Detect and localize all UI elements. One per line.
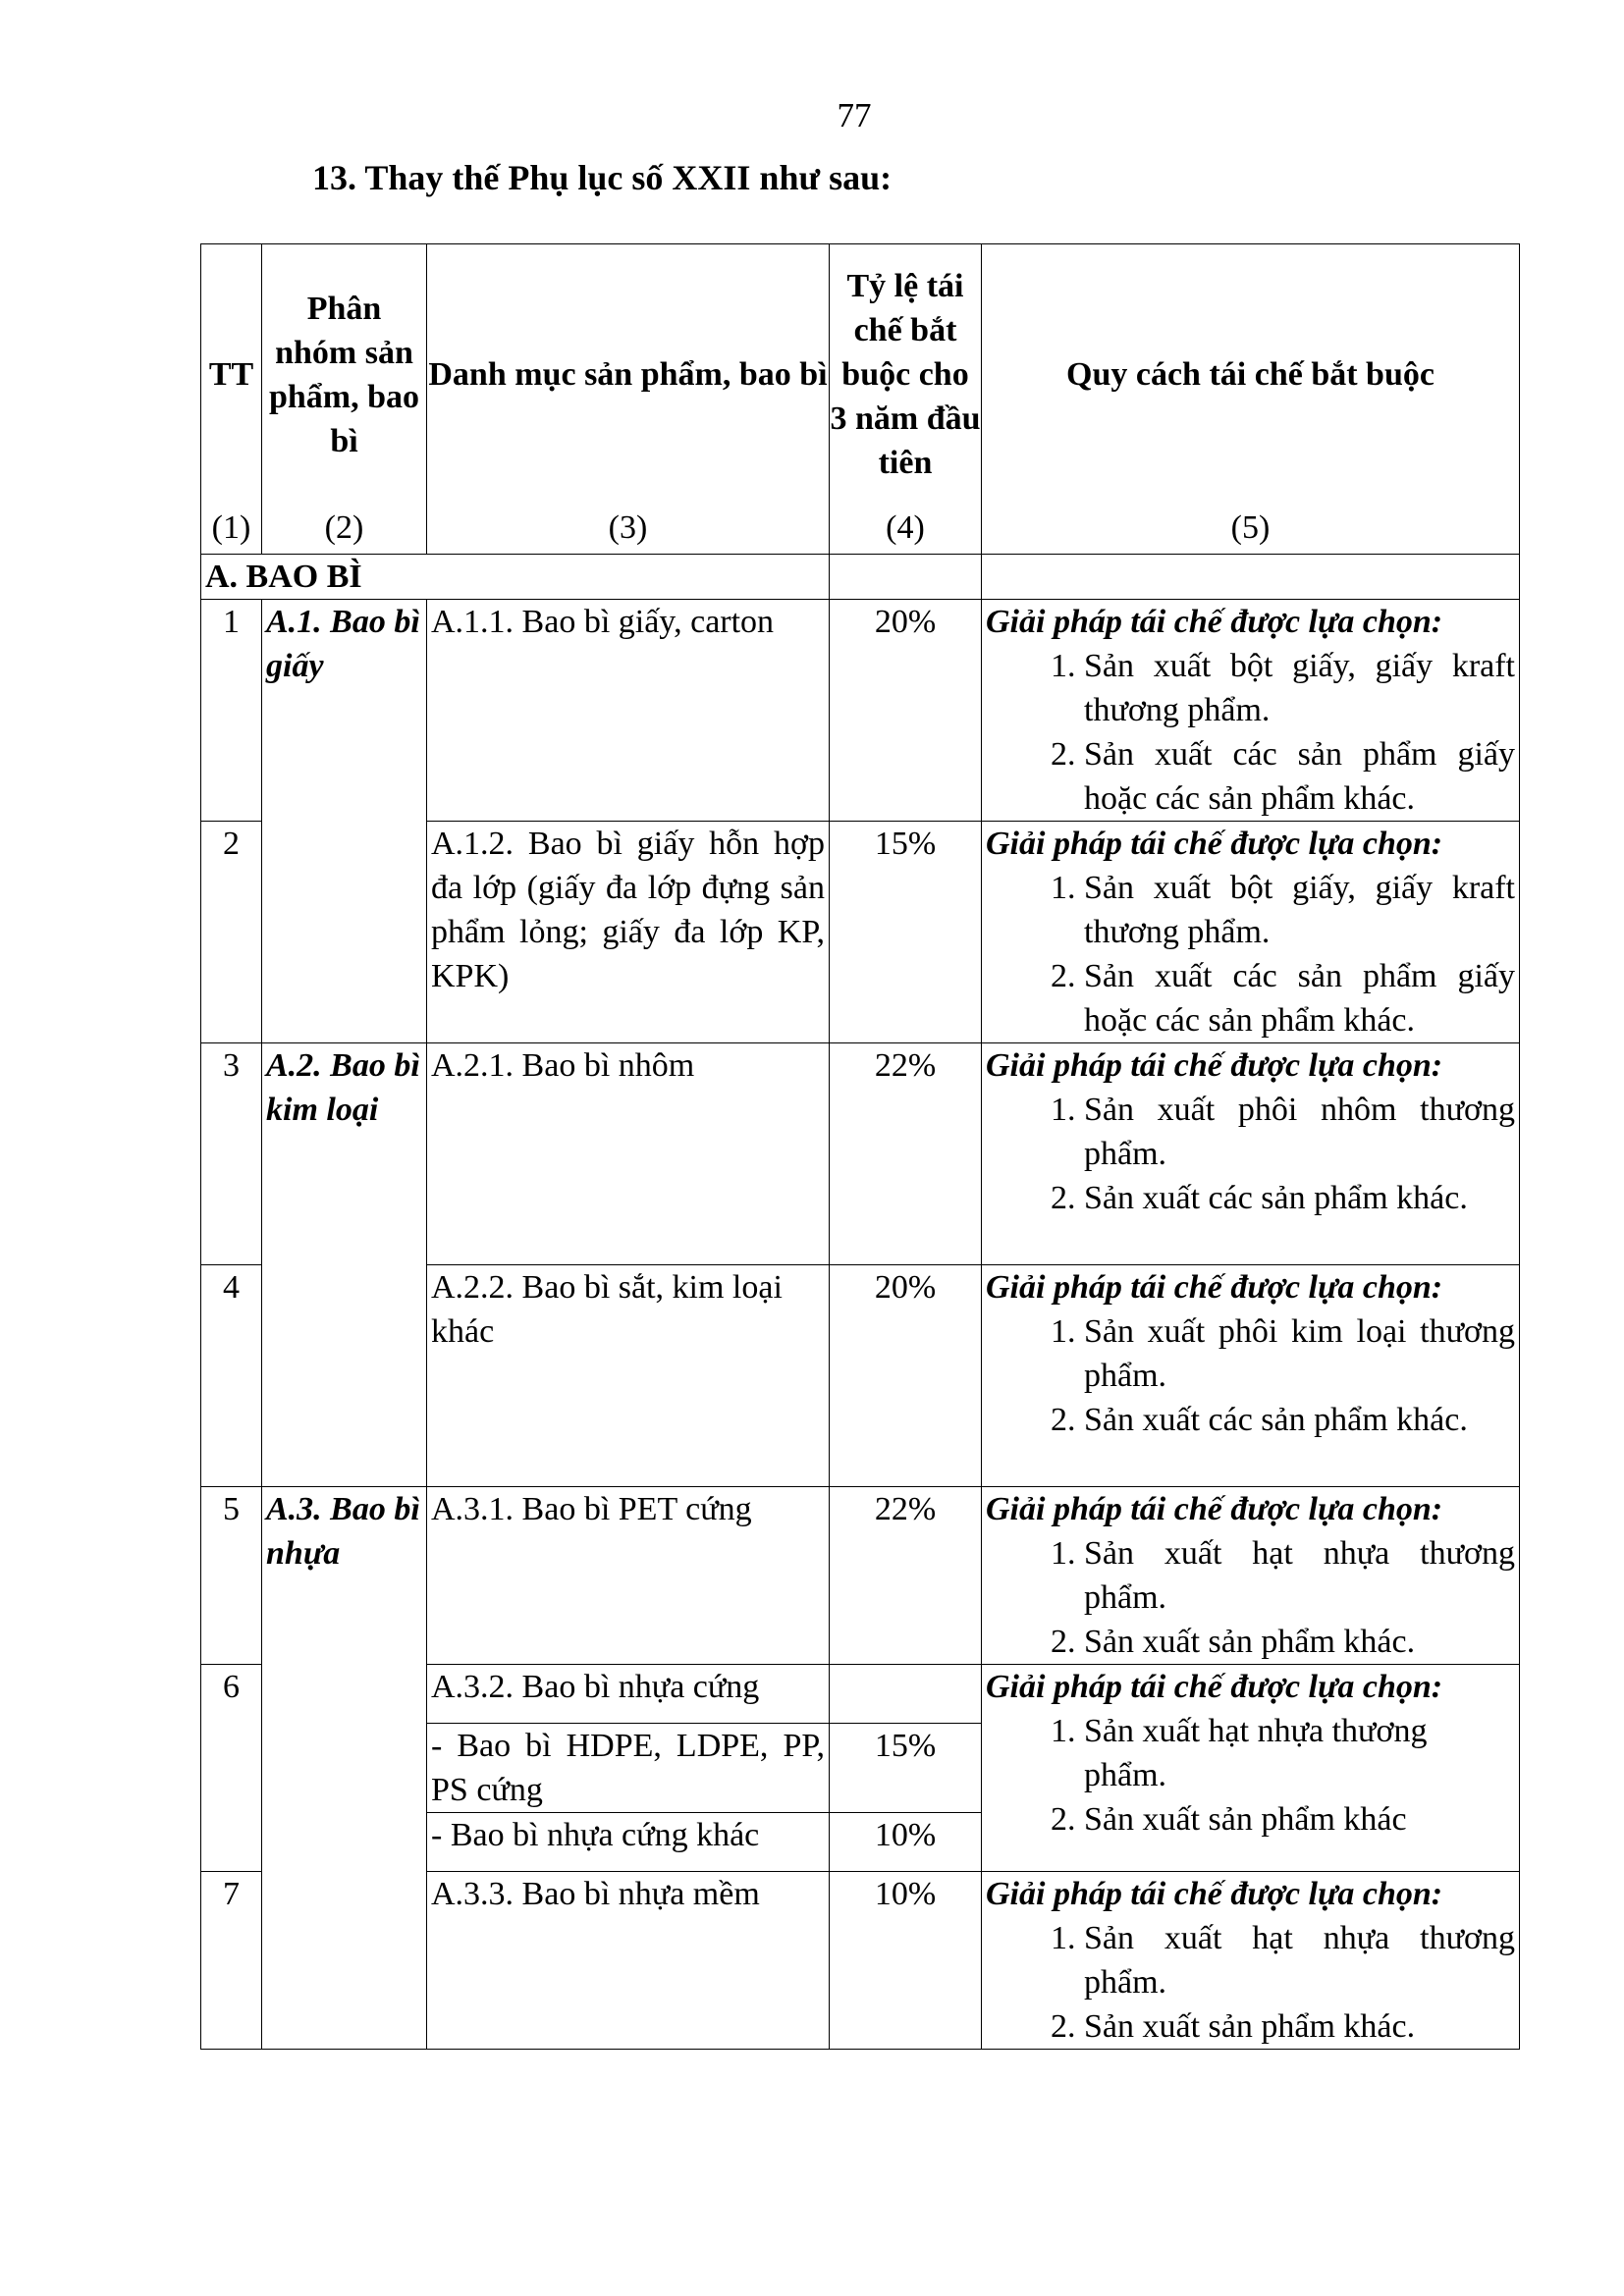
spec-title: Giải pháp tái chế được lựa chọn: bbox=[986, 1669, 1443, 1705]
recycle-rate: 22% bbox=[830, 1043, 982, 1265]
row-number: 2 bbox=[201, 822, 262, 1043]
option-item: 1. Sản xuất phôi nhôm thương phẩm. bbox=[1084, 1088, 1515, 1176]
spec-title: Giải pháp tái chế được lựa chọn: bbox=[986, 1047, 1443, 1084]
section-row bbox=[201, 555, 1520, 600]
item-name: A.3.1. Bao bì PET cứng bbox=[427, 1487, 830, 1665]
header-spec: Quy cách tái chế bắt buộc (5) bbox=[982, 244, 1520, 555]
row-number: 4 bbox=[201, 1265, 262, 1487]
spec-cell bbox=[982, 822, 1520, 1043]
row-number: 6 bbox=[201, 1665, 262, 1872]
spec-title: Giải pháp tái chế được lựa chọn: bbox=[986, 1491, 1443, 1527]
section-title: A. BAO BÌ bbox=[201, 555, 830, 600]
recycle-rate: 10% bbox=[830, 1813, 982, 1872]
recycling-table bbox=[200, 243, 1520, 2050]
option-item: 1. Sản xuất phôi kim loại thương phẩm. bbox=[1084, 1309, 1515, 1398]
option-item: 1. Sản xuất bột giấy, giấy kraft thương phẩm. bbox=[1084, 866, 1515, 954]
row-number: 5 bbox=[201, 1487, 262, 1665]
item-name: A.3.2. Bao bì nhựa cứng bbox=[427, 1665, 830, 1724]
section-heading: 13. Thay thế Phụ lục số XXII như sau: bbox=[312, 158, 893, 197]
group-label: A.2. Bao bì kim loại bbox=[262, 1043, 427, 1487]
spec-cell bbox=[982, 1265, 1520, 1487]
item-name: A.3.3. Bao bì nhựa mềm bbox=[427, 1872, 830, 2050]
header-rate: Tỷ lệ tái chế bắt buộc cho 3 năm đầu tiên (4) bbox=[830, 244, 982, 555]
page-number: 77 bbox=[837, 96, 872, 134]
option-item: 1. Sản xuất hạt nhựa thương phẩm. bbox=[1084, 1709, 1495, 1797]
option-item: 2. Sản xuất các sản phẩm giấy hoặc các sản phẩm khác. bbox=[1084, 732, 1515, 821]
sub-item-name: - Bao bì nhựa cứng khác bbox=[427, 1813, 830, 1872]
recycle-rate: 22% bbox=[830, 1487, 982, 1665]
recycle-rate: 20% bbox=[830, 1265, 982, 1487]
row-number: 1 bbox=[201, 600, 262, 822]
recycle-rate: 10% bbox=[830, 1872, 982, 2050]
spec-title: Giải pháp tái chế được lựa chọn: bbox=[986, 826, 1443, 862]
spec-cell bbox=[982, 1872, 1520, 2050]
option-item: 1. Sản xuất hạt nhựa thương phẩm. bbox=[1084, 1531, 1515, 1620]
item-name: A.2.2. Bao bì sắt, kim loại khác bbox=[427, 1265, 830, 1487]
option-item: 2. Sản xuất sản phẩm khác bbox=[1084, 1797, 1495, 1842]
spec-cell bbox=[982, 1487, 1520, 1665]
spec-title: Giải pháp tái chế được lựa chọn: bbox=[986, 604, 1443, 640]
table-row bbox=[201, 1487, 1520, 1665]
table-row bbox=[201, 600, 1520, 822]
item-name: A.1.2. Bao bì giấy hỗn hợp đa lớp (giấy đa lớp đựng sản phẩm lỏng; giấy đa lớp KP, KPK) bbox=[427, 822, 830, 1043]
recycle-rate bbox=[830, 1665, 982, 1724]
option-item: 2. Sản xuất các sản phẩm khác. bbox=[1084, 1398, 1515, 1442]
header-row bbox=[201, 244, 1520, 555]
header-tt: TT (1) bbox=[201, 244, 262, 555]
row-number: 7 bbox=[201, 1872, 262, 2050]
sub-item-name: - Bao bì HDPE, LDPE, PP, PS cứng bbox=[427, 1724, 830, 1813]
option-item: 2. Sản xuất sản phẩm khác. bbox=[1084, 2004, 1515, 2049]
group-label: A.1. Bao bì giấy bbox=[262, 600, 427, 1043]
item-name: A.1.1. Bao bì giấy, carton bbox=[427, 600, 830, 822]
group-label: A.3. Bao bì nhựa bbox=[262, 1487, 427, 2050]
spec-title: Giải pháp tái chế được lựa chọn: bbox=[986, 1269, 1443, 1306]
option-item: 2. Sản xuất các sản phẩm giấy hoặc các sản phẩm khác. bbox=[1084, 954, 1515, 1042]
table-row bbox=[201, 1043, 1520, 1265]
option-item: 1. Sản xuất bột giấy, giấy kraft thương phẩm. bbox=[1084, 644, 1515, 732]
header-group: Phân nhóm sản phẩm, bao bì (2) bbox=[262, 244, 427, 555]
option-item: 2. Sản xuất các sản phẩm khác. bbox=[1084, 1176, 1515, 1220]
item-name: A.2.1. Bao bì nhôm bbox=[427, 1043, 830, 1265]
spec-cell bbox=[982, 600, 1520, 822]
option-item: 2. Sản xuất sản phẩm khác. bbox=[1084, 1620, 1515, 1664]
row-number: 3 bbox=[201, 1043, 262, 1265]
option-item: 1. Sản xuất hạt nhựa thương phẩm. bbox=[1084, 1916, 1515, 2004]
spec-cell bbox=[982, 1043, 1520, 1265]
header-item: Danh mục sản phẩm, bao bì (3) bbox=[427, 244, 830, 555]
spec-cell bbox=[982, 1665, 1520, 1872]
recycle-rate: 20% bbox=[830, 600, 982, 822]
recycle-rate: 15% bbox=[830, 822, 982, 1043]
spec-title: Giải pháp tái chế được lựa chọn: bbox=[986, 1876, 1443, 1912]
recycle-rate: 15% bbox=[830, 1724, 982, 1813]
